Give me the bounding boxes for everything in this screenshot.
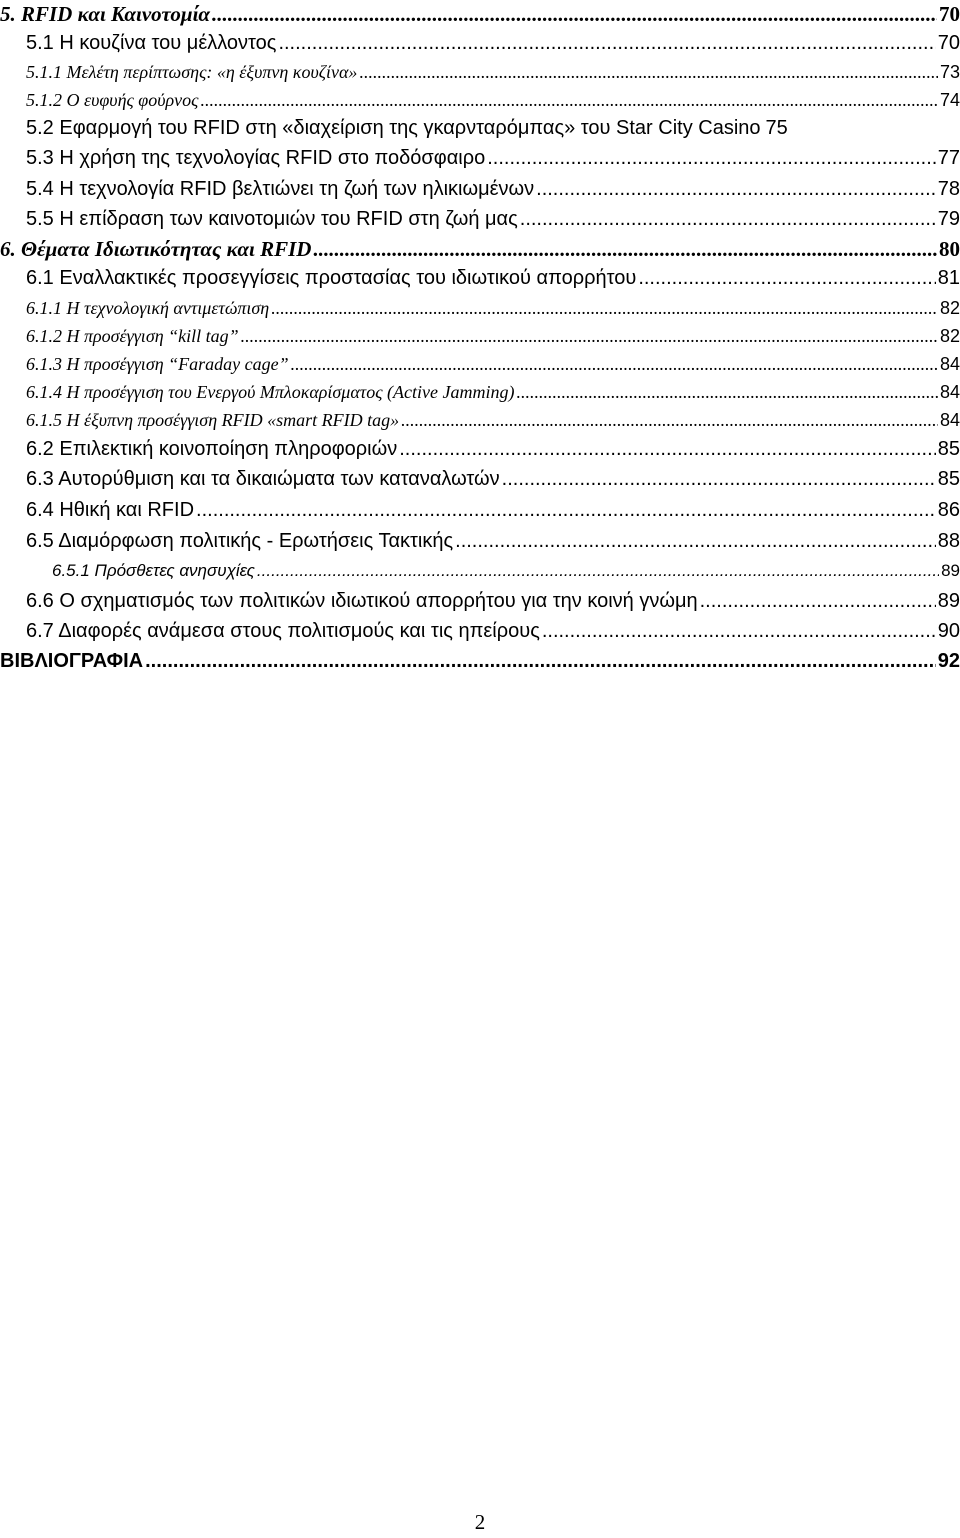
toc-entry[interactable]: [26, 499, 960, 522]
toc-leader-dots: [271, 298, 938, 319]
toc-leader-dots: [257, 561, 939, 581]
toc-entry-page: 89: [941, 561, 960, 580]
toc-leader-dots: [542, 620, 936, 643]
toc-entry[interactable]: [26, 117, 960, 140]
toc-entry-title: 6.4 Ηθική και RFID: [26, 499, 195, 521]
toc-entry-title: 5.1.1 Μελέτη περίπτωσης: «η έξυπνη κουζίνα»: [26, 62, 358, 82]
toc-leader-dots: [487, 147, 936, 170]
toc-entry-title: 6.1.1 Η τεχνολογική αντιμετώπιση: [26, 298, 270, 318]
toc-entry[interactable]: [0, 237, 960, 262]
toc-entry-title: 6.1.4 Η προσέγγιση του Ενεργού Μπλοκαρίσματος (Active Jamming): [26, 382, 515, 402]
toc-entry[interactable]: [26, 298, 960, 319]
toc-entry-page: 85: [937, 438, 960, 460]
toc-entry-title: 6.5 Διαμόρφωση πολιτικής - Ερωτήσεις Τακτικής: [26, 530, 454, 552]
toc-leader-dots: [520, 208, 936, 231]
toc-entry-page: 70: [937, 32, 960, 54]
toc-entry-title: 6. Θέματα Ιδιωτικότητας και RFID: [0, 237, 312, 261]
toc-entry[interactable]: [26, 267, 960, 290]
toc-entry-page: 73: [939, 62, 960, 82]
toc-entry[interactable]: [26, 410, 960, 431]
toc-leader-dots: [399, 438, 936, 461]
toc-leader-dots: [212, 2, 937, 27]
toc-entry[interactable]: [26, 620, 960, 643]
toc-entry-title: 5.5 Η επίδραση των καινοτομιών του RFID στη ζωή μας: [26, 208, 518, 230]
toc-leader-dots: [455, 530, 936, 553]
toc-leader-dots: [291, 354, 938, 375]
toc-entry-title: 6.2 Επιλεκτική κοινοποίηση πληροφοριών: [26, 438, 398, 460]
toc-entry-title: 6.1.2 Η προσέγγιση “kill tag”: [26, 326, 239, 346]
toc-entry[interactable]: [26, 208, 960, 231]
toc-entry-title: 5.1 Η κουζίνα του μέλλοντος: [26, 32, 277, 54]
toc-entry[interactable]: [26, 90, 960, 111]
toc-entry-page: 88: [937, 530, 960, 552]
toc-leader-dots: [638, 267, 935, 290]
toc-entry[interactable]: [0, 2, 960, 27]
toc-entry-title: 6.5.1 Πρόσθετες ανησυχίες: [52, 561, 255, 580]
toc-leader-dots: [313, 237, 937, 262]
toc-entry-page: 74: [939, 90, 960, 110]
toc-entry[interactable]: [26, 326, 960, 347]
toc-entry-page: 78: [937, 178, 960, 200]
toc-leader-dots: [145, 650, 936, 673]
toc-entry-title: 6.7 Διαφορές ανάμεσα στους πολιτισμούς και τις ηπείρους: [26, 620, 540, 642]
toc-entry[interactable]: [26, 32, 960, 55]
toc-leader-dots: [200, 90, 938, 111]
toc-entry-title: 6.1 Εναλλακτικές προσεγγίσεις προστασίας του ιδιωτικού απορρήτου: [26, 267, 637, 289]
toc-leader-dots: [700, 590, 936, 613]
toc-entry-page: 77: [937, 147, 960, 169]
toc-leader-dots: [278, 32, 935, 55]
toc-entry-page: 75: [765, 117, 788, 139]
toc-entry-page: 80: [939, 237, 960, 261]
toc-entry-title: ΒΙΒΛΙΟΓΡΑΦΙΑ: [0, 650, 144, 672]
toc-entry-page: 79: [937, 208, 960, 230]
page-number: 2: [474, 1510, 486, 1534]
toc-entry-title: 6.3 Αυτορύθμιση και τα δικαιώματα των καταναλωτών: [26, 468, 500, 490]
toc-entry[interactable]: [26, 530, 960, 553]
toc-entry-page: 90: [937, 620, 960, 642]
toc-entry-page: 84: [939, 410, 960, 430]
toc-entry-page: 84: [939, 354, 960, 374]
toc-entry[interactable]: [26, 354, 960, 375]
toc-entry-page: 82: [939, 326, 960, 346]
toc-entry[interactable]: [52, 561, 960, 581]
toc-leader-dots: [241, 326, 938, 347]
toc-entry-page: 92: [937, 650, 960, 672]
toc-leader-dots: [516, 382, 937, 403]
toc-entry-title: 6.1.5 Η έξυπνη προσέγγιση RFID «smart RFID tag»: [26, 410, 400, 430]
toc-entry-page: 82: [939, 298, 960, 318]
toc-entry[interactable]: [26, 147, 960, 170]
toc-entry[interactable]: [26, 590, 960, 613]
toc-entry-page: 86: [937, 499, 960, 521]
toc-leader-dots: [401, 410, 938, 431]
toc-entry-title: 5.2 Εφαρμογή του RFID στη «διαχείριση της γκαρνταρόμπας» του Star City Casino: [26, 117, 761, 139]
toc-leader-dots: [536, 178, 936, 201]
toc-entry[interactable]: [26, 178, 960, 201]
toc-entry-title: 5.1.2 Ο ευφυής φούρνος: [26, 90, 199, 110]
toc-entry-title: 6.1.3 Η προσέγγιση “Faraday cage”: [26, 354, 289, 374]
toc-entry-page: 81: [937, 267, 960, 289]
toc-entry-title: 5.4 Η τεχνολογία RFID βελτιώνει τη ζωή των ηλικιωμένων: [26, 178, 535, 200]
toc-entry-page: 85: [937, 468, 960, 490]
toc-entry-title: 5. RFID και Καινοτομία: [0, 2, 211, 26]
toc-leader-dots: [359, 62, 938, 83]
toc-entry-title: 6.6 Ο σχηματισμός των πολιτικών ιδιωτικού απορρήτου για την κοινή γνώμη: [26, 590, 698, 612]
toc-entry[interactable]: [26, 438, 960, 461]
toc-leader-dots: [502, 468, 936, 491]
toc-leader-dots: [196, 499, 936, 522]
toc-entry-bibliography[interactable]: [0, 650, 960, 673]
toc-entry[interactable]: [26, 468, 960, 491]
toc-entry-title: 5.3 Η χρήση της τεχνολογίας RFID στο ποδόσφαιρο: [26, 147, 486, 169]
toc-entry[interactable]: [26, 382, 960, 403]
toc-entry-page: 89: [937, 590, 960, 612]
toc-entry-page: 84: [939, 382, 960, 402]
toc-entry[interactable]: [26, 62, 960, 83]
toc-entry-page: 70: [939, 2, 960, 26]
